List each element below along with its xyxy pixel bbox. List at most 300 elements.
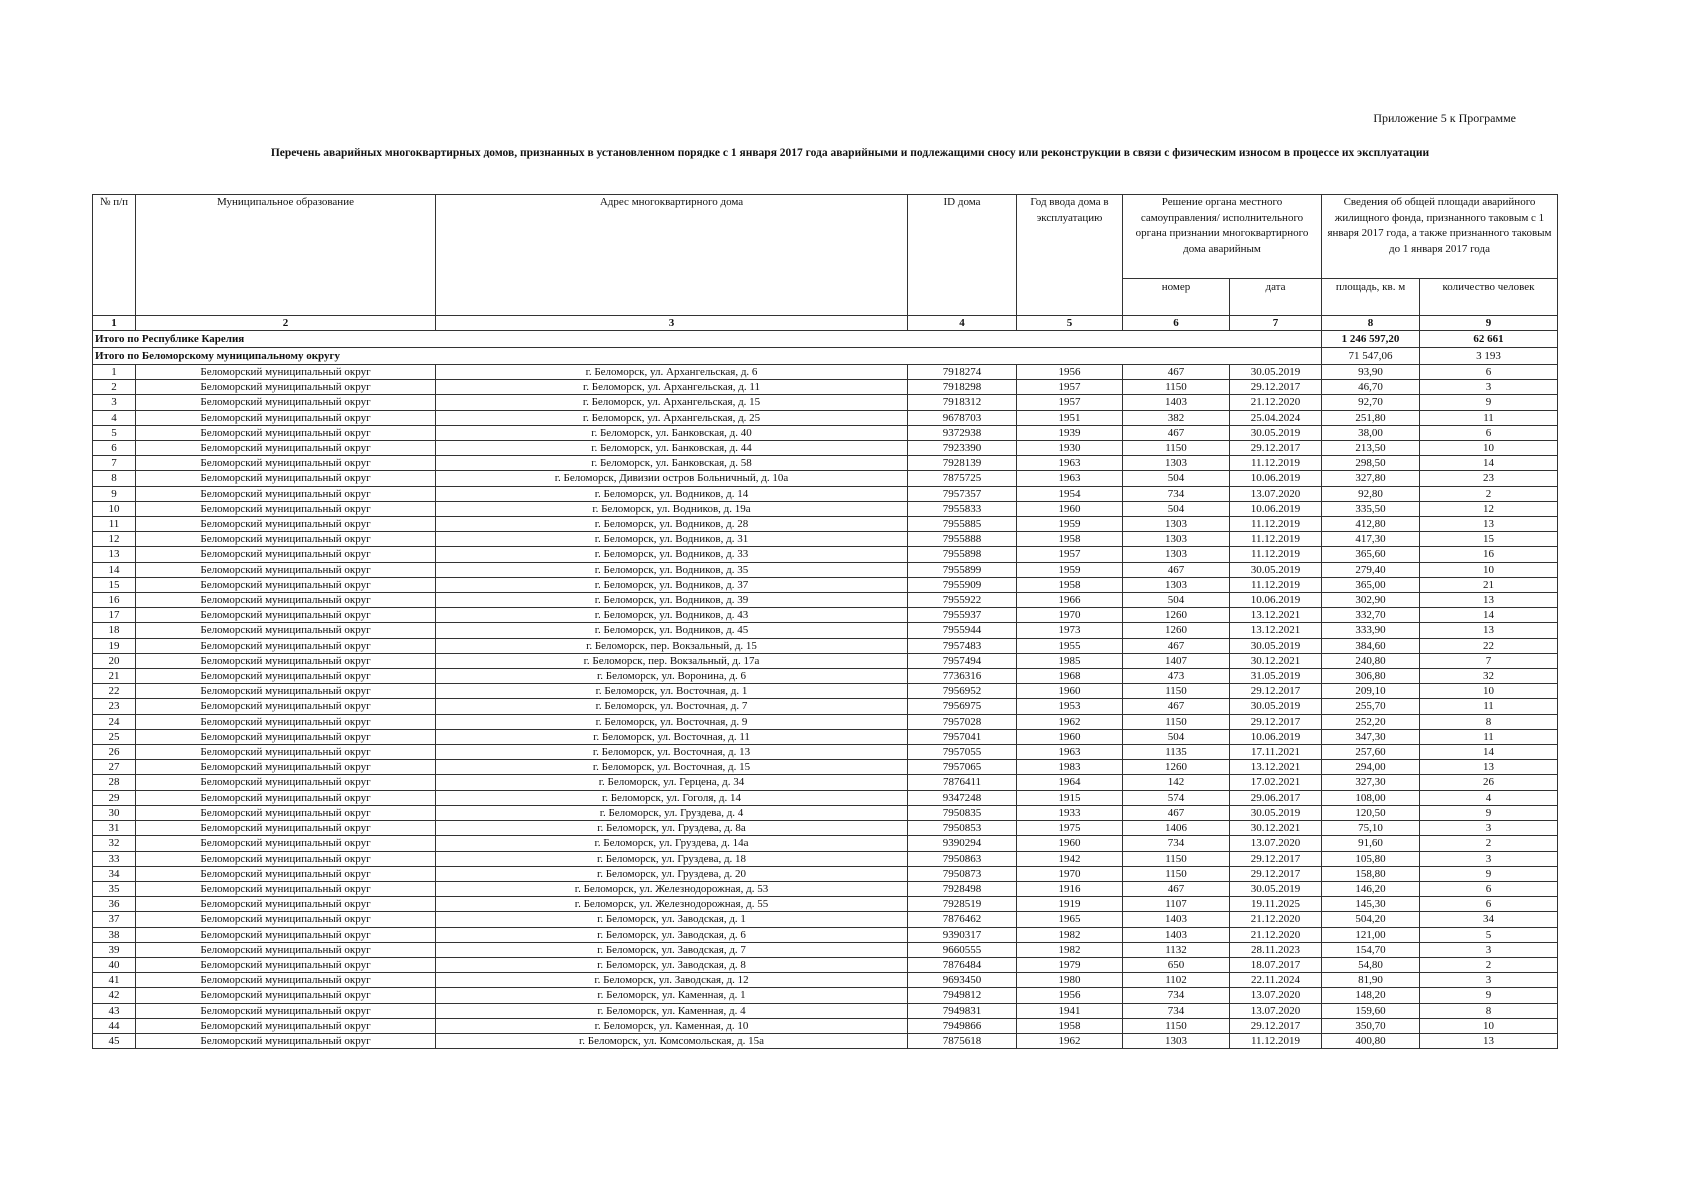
cell-municipality: Беломорский муниципальный округ [136,729,436,744]
cell-people: 10 [1420,1018,1558,1033]
cell-area: 306,80 [1322,669,1420,684]
cell-house-id: 7957028 [908,714,1017,729]
cell-municipality: Беломорский муниципальный округ [136,760,436,775]
cell-year: 1963 [1017,745,1123,760]
cell-municipality: Беломорский муниципальный округ [136,821,436,836]
table-row [93,836,1558,851]
cell-address: г. Беломорск, ул. Каменная, д. 4 [436,1003,908,1018]
cell-num: 41 [93,973,136,988]
table-row [93,684,1558,699]
cell-decision-number: 1135 [1123,745,1230,760]
cell-decision-number: 1303 [1123,577,1230,592]
cell-num: 40 [93,957,136,972]
cell-municipality: Беломорский муниципальный округ [136,866,436,881]
cell-area: 213,50 [1322,441,1420,456]
cell-year: 1958 [1017,1018,1123,1033]
cell-address: г. Беломорск, ул. Архангельская, д. 15 [436,395,908,410]
cell-year: 1960 [1017,836,1123,851]
cell-decision-number: 1406 [1123,821,1230,836]
cell-decision-number: 1102 [1123,973,1230,988]
cell-address: г. Беломорск, ул. Каменная, д. 10 [436,1018,908,1033]
cell-municipality: Беломорский муниципальный округ [136,957,436,972]
cell-decision-number: 504 [1123,501,1230,516]
cell-house-id: 7955944 [908,623,1017,638]
cell-num: 42 [93,988,136,1003]
cell-num: 21 [93,669,136,684]
cell-area: 384,60 [1322,638,1420,653]
cell-decision-date: 29.06.2017 [1230,790,1322,805]
cell-year: 1960 [1017,729,1123,744]
cell-area: 92,80 [1322,486,1420,501]
cell-num: 3 [93,395,136,410]
table-row [93,638,1558,653]
cell-year: 1919 [1017,897,1123,912]
cell-decision-number: 1150 [1123,866,1230,881]
cell-area: 46,70 [1322,380,1420,395]
header-dec-date: дата [1230,279,1322,316]
table-row [93,988,1558,1003]
table-row [93,562,1558,577]
table-row [93,425,1558,440]
cell-house-id: 7918312 [908,395,1017,410]
col-number: 3 [436,316,908,331]
cell-municipality: Беломорский муниципальный округ [136,988,436,1003]
cell-area: 148,20 [1322,988,1420,1003]
cell-num: 18 [93,623,136,638]
cell-decision-number: 467 [1123,638,1230,653]
cell-people: 13 [1420,760,1558,775]
table-row [93,957,1558,972]
cell-people: 6 [1420,881,1558,896]
cell-house-id: 7957041 [908,729,1017,744]
cell-year: 1956 [1017,365,1123,380]
cell-decision-number: 734 [1123,486,1230,501]
cell-num: 22 [93,684,136,699]
cell-year: 1982 [1017,927,1123,942]
cell-num: 29 [93,790,136,805]
table-row [93,866,1558,881]
cell-area: 504,20 [1322,912,1420,927]
cell-municipality: Беломорский муниципальный округ [136,699,436,714]
cell-num: 26 [93,745,136,760]
cell-num: 1 [93,365,136,380]
table-row [93,1018,1558,1033]
col-number: 2 [136,316,436,331]
cell-people: 13 [1420,1033,1558,1048]
cell-municipality: Беломорский муниципальный округ [136,517,436,532]
cell-year: 1959 [1017,517,1123,532]
cell-area: 332,70 [1322,608,1420,623]
cell-house-id: 7949812 [908,988,1017,1003]
cell-area: 54,80 [1322,957,1420,972]
table-row [93,1033,1558,1048]
cell-area: 350,70 [1322,1018,1420,1033]
cell-municipality: Беломорский муниципальный округ [136,1018,436,1033]
cell-municipality: Беломорский муниципальный округ [136,638,436,653]
cell-house-id: 7928498 [908,881,1017,896]
table-row [93,441,1558,456]
cell-num: 35 [93,881,136,896]
cell-municipality: Беломорский муниципальный округ [136,684,436,699]
table-row [93,851,1558,866]
cell-year: 1958 [1017,577,1123,592]
cell-decision-number: 467 [1123,562,1230,577]
cell-area: 252,20 [1322,714,1420,729]
cell-area: 81,90 [1322,973,1420,988]
cell-address: г. Беломорск, ул. Водников, д. 39 [436,593,908,608]
cell-year: 1953 [1017,699,1123,714]
cell-num: 31 [93,821,136,836]
cell-house-id: 9693450 [908,973,1017,988]
cell-area: 121,00 [1322,927,1420,942]
cell-house-id: 7955885 [908,517,1017,532]
cell-num: 9 [93,486,136,501]
table-row [93,486,1558,501]
cell-people: 14 [1420,745,1558,760]
cell-municipality: Беломорский муниципальный округ [136,653,436,668]
cell-decision-number: 734 [1123,988,1230,1003]
cell-decision-date: 11.12.2019 [1230,577,1322,592]
cell-decision-number: 1150 [1123,1018,1230,1033]
cell-house-id: 7957494 [908,653,1017,668]
cell-decision-number: 734 [1123,1003,1230,1018]
cell-area: 294,00 [1322,760,1420,775]
cell-decision-date: 30.05.2019 [1230,699,1322,714]
table-row [93,653,1558,668]
cell-people: 9 [1420,805,1558,820]
cell-year: 1957 [1017,547,1123,562]
table-row [93,897,1558,912]
cell-municipality: Беломорский муниципальный округ [136,562,436,577]
cell-people: 22 [1420,638,1558,653]
cell-year: 1941 [1017,1003,1123,1018]
cell-address: г. Беломорск, пер. Вокзальный, д. 15 [436,638,908,653]
cell-municipality: Беломорский муниципальный округ [136,380,436,395]
header-id: ID дома [908,195,1017,316]
cell-decision-number: 1150 [1123,684,1230,699]
cell-municipality: Беломорский муниципальный округ [136,608,436,623]
appendix-label: Приложение 5 к Программе [1373,111,1516,125]
cell-decision-date: 18.07.2017 [1230,957,1322,972]
cell-house-id: 7918274 [908,365,1017,380]
cell-house-id: 7918298 [908,380,1017,395]
cell-year: 1963 [1017,471,1123,486]
cell-municipality: Беломорский муниципальный округ [136,623,436,638]
cell-area: 327,80 [1322,471,1420,486]
total-okrug-people: 3 193 [1420,348,1558,365]
cell-decision-number: 382 [1123,410,1230,425]
cell-house-id: 7955833 [908,501,1017,516]
table-row [93,821,1558,836]
cell-municipality: Беломорский муниципальный округ [136,912,436,927]
cell-people: 2 [1420,836,1558,851]
cell-address: г. Беломорск, ул. Заводская, д. 7 [436,942,908,957]
cell-decision-date: 21.12.2020 [1230,912,1322,927]
cell-people: 14 [1420,456,1558,471]
table-row [93,973,1558,988]
cell-year: 1957 [1017,380,1123,395]
cell-decision-number: 574 [1123,790,1230,805]
total-okrug-area: 71 547,06 [1322,348,1420,365]
cell-address: г. Беломорск, ул. Водников, д. 43 [436,608,908,623]
cell-people: 21 [1420,577,1558,592]
table-row [93,790,1558,805]
cell-decision-date: 30.12.2021 [1230,653,1322,668]
table-row [93,608,1558,623]
cell-decision-number: 1403 [1123,927,1230,942]
cell-decision-date: 29.12.2017 [1230,441,1322,456]
cell-house-id: 9390294 [908,836,1017,851]
cell-municipality: Беломорский муниципальный округ [136,942,436,957]
cell-address: г. Беломорск, ул. Архангельская, д. 6 [436,365,908,380]
cell-people: 14 [1420,608,1558,623]
cell-decision-date: 30.05.2019 [1230,562,1322,577]
table-row [93,714,1558,729]
cell-area: 146,20 [1322,881,1420,896]
cell-num: 37 [93,912,136,927]
cell-year: 1964 [1017,775,1123,790]
cell-decision-date: 10.06.2019 [1230,501,1322,516]
cell-area: 159,60 [1322,1003,1420,1018]
cell-decision-date: 13.12.2021 [1230,760,1322,775]
cell-area: 209,10 [1322,684,1420,699]
col-number: 6 [1123,316,1230,331]
cell-year: 1979 [1017,957,1123,972]
cell-decision-number: 1150 [1123,380,1230,395]
cell-year: 1955 [1017,638,1123,653]
cell-decision-date: 11.12.2019 [1230,1033,1322,1048]
cell-people: 11 [1420,699,1558,714]
cell-address: г. Беломорск, ул. Водников, д. 19а [436,501,908,516]
cell-decision-date: 11.12.2019 [1230,547,1322,562]
cell-num: 5 [93,425,136,440]
cell-num: 2 [93,380,136,395]
cell-address: г. Беломорск, ул. Заводская, д. 8 [436,957,908,972]
cell-year: 1933 [1017,805,1123,820]
cell-municipality: Беломорский муниципальный округ [136,805,436,820]
cell-year: 1954 [1017,486,1123,501]
cell-address: г. Беломорск, ул. Заводская, д. 6 [436,927,908,942]
cell-address: г. Беломорск, ул. Восточная, д. 11 [436,729,908,744]
col-number: 8 [1322,316,1420,331]
table-row [93,729,1558,744]
cell-area: 38,00 [1322,425,1420,440]
cell-municipality: Беломорский муниципальный округ [136,532,436,547]
cell-address: г. Беломорск, ул. Груздева, д. 18 [436,851,908,866]
cell-decision-date: 29.12.2017 [1230,851,1322,866]
cell-decision-date: 11.12.2019 [1230,517,1322,532]
cell-area: 333,90 [1322,623,1420,638]
cell-municipality: Беломорский муниципальный округ [136,410,436,425]
cell-municipality: Беломорский муниципальный округ [136,1033,436,1048]
cell-num: 13 [93,547,136,562]
cell-people: 26 [1420,775,1558,790]
table-row [93,942,1558,957]
cell-year: 1963 [1017,456,1123,471]
cell-house-id: 7923390 [908,441,1017,456]
cell-decision-number: 467 [1123,699,1230,714]
table-row [93,517,1558,532]
total-republic-area: 1 246 597,20 [1322,331,1420,348]
cell-people: 11 [1420,410,1558,425]
table-row [93,623,1558,638]
cell-decision-date: 17.02.2021 [1230,775,1322,790]
table-row [93,547,1558,562]
cell-house-id: 7876462 [908,912,1017,927]
cell-house-id: 7955888 [908,532,1017,547]
cell-people: 9 [1420,988,1558,1003]
cell-decision-date: 10.06.2019 [1230,593,1322,608]
cell-num: 15 [93,577,136,592]
table-row [93,912,1558,927]
cell-decision-number: 1303 [1123,1033,1230,1048]
cell-people: 8 [1420,714,1558,729]
cell-address: г. Беломорск, ул. Комсомольская, д. 15а [436,1033,908,1048]
cell-num: 7 [93,456,136,471]
cell-house-id: 7955898 [908,547,1017,562]
cell-address: г. Беломорск, ул. Водников, д. 14 [436,486,908,501]
cell-house-id: 7950835 [908,805,1017,820]
table-row [93,699,1558,714]
header-dec-number: номер [1123,279,1230,316]
cell-house-id: 7957357 [908,486,1017,501]
cell-decision-date: 10.06.2019 [1230,471,1322,486]
cell-year: 1980 [1017,973,1123,988]
cell-house-id: 7949866 [908,1018,1017,1033]
cell-people: 3 [1420,380,1558,395]
cell-decision-date: 25.04.2024 [1230,410,1322,425]
cell-municipality: Беломорский муниципальный округ [136,927,436,942]
cell-house-id: 7956952 [908,684,1017,699]
col-number: 9 [1420,316,1558,331]
cell-decision-number: 142 [1123,775,1230,790]
cell-decision-date: 11.12.2019 [1230,456,1322,471]
cell-house-id: 9678703 [908,410,1017,425]
table-row [93,760,1558,775]
cell-year: 1968 [1017,669,1123,684]
cell-people: 6 [1420,365,1558,380]
cell-address: г. Беломорск, ул. Водников, д. 35 [436,562,908,577]
cell-people: 32 [1420,669,1558,684]
table-row [93,593,1558,608]
cell-year: 1962 [1017,1033,1123,1048]
cell-decision-number: 1403 [1123,395,1230,410]
header-area: площадь, кв. м [1322,279,1420,316]
cell-year: 1958 [1017,532,1123,547]
cell-municipality: Беломорский муниципальный округ [136,395,436,410]
cell-house-id: 7875618 [908,1033,1017,1048]
cell-num: 30 [93,805,136,820]
table-row [93,775,1558,790]
cell-num: 12 [93,532,136,547]
cell-year: 1970 [1017,866,1123,881]
cell-house-id: 7928139 [908,456,1017,471]
cell-year: 1960 [1017,684,1123,699]
cell-address: г. Беломорск, ул. Железнодорожная, д. 55 [436,897,908,912]
cell-year: 1957 [1017,395,1123,410]
col-number: 5 [1017,316,1123,331]
cell-num: 8 [93,471,136,486]
table-row [93,532,1558,547]
cell-year: 1982 [1017,942,1123,957]
cell-house-id: 7955909 [908,577,1017,592]
cell-municipality: Беломорский муниципальный округ [136,577,436,592]
cell-decision-date: 28.11.2023 [1230,942,1322,957]
cell-num: 23 [93,699,136,714]
cell-num: 11 [93,517,136,532]
cell-municipality: Беломорский муниципальный округ [136,456,436,471]
cell-decision-number: 467 [1123,805,1230,820]
cell-num: 43 [93,1003,136,1018]
cell-year: 1960 [1017,501,1123,516]
cell-house-id: 7957483 [908,638,1017,653]
cell-people: 13 [1420,623,1558,638]
cell-house-id: 7955937 [908,608,1017,623]
cell-area: 335,50 [1322,501,1420,516]
cell-address: г. Беломорск, ул. Водников, д. 33 [436,547,908,562]
cell-decision-date: 30.05.2019 [1230,425,1322,440]
cell-address: г. Беломорск, ул. Банковская, д. 58 [436,456,908,471]
cell-address: г. Беломорск, ул. Груздева, д. 14а [436,836,908,851]
cell-address: г. Беломорск, ул. Воронина, д. 6 [436,669,908,684]
header-info: Сведения об общей площади аварийного жилищного фонда, признанного таковым с 1 января 2017 года, а также признанного таковым до 1 января 2017 года [1322,195,1558,279]
cell-decision-number: 467 [1123,425,1230,440]
cell-address: г. Беломорск, ул. Восточная, д. 13 [436,745,908,760]
cell-people: 13 [1420,593,1558,608]
cell-year: 1973 [1017,623,1123,638]
cell-year: 1985 [1017,653,1123,668]
cell-municipality: Беломорский муниципальный округ [136,881,436,896]
cell-decision-number: 473 [1123,669,1230,684]
cell-people: 13 [1420,517,1558,532]
cell-area: 92,70 [1322,395,1420,410]
cell-decision-date: 30.12.2021 [1230,821,1322,836]
cell-decision-date: 17.11.2021 [1230,745,1322,760]
cell-people: 3 [1420,973,1558,988]
cell-address: г. Беломорск, ул. Груздева, д. 8а [436,821,908,836]
cell-address: г. Беломорск, ул. Заводская, д. 12 [436,973,908,988]
cell-address: г. Беломорск, ул. Банковская, д. 44 [436,441,908,456]
cell-decision-date: 13.12.2021 [1230,608,1322,623]
cell-people: 9 [1420,866,1558,881]
cell-decision-date: 10.06.2019 [1230,729,1322,744]
cell-house-id: 7736316 [908,669,1017,684]
total-okrug-row [93,348,1558,365]
cell-decision-date: 29.12.2017 [1230,1018,1322,1033]
cell-people: 9 [1420,395,1558,410]
cell-address: г. Беломорск, Дивизии остров Больничный, д. 10а [436,471,908,486]
cell-area: 75,10 [1322,821,1420,836]
cell-municipality: Беломорский муниципальный округ [136,486,436,501]
cell-decision-date: 31.05.2019 [1230,669,1322,684]
cell-area: 298,50 [1322,456,1420,471]
cell-area: 417,30 [1322,532,1420,547]
cell-area: 327,30 [1322,775,1420,790]
cell-num: 19 [93,638,136,653]
cell-address: г. Беломорск, ул. Груздева, д. 20 [436,866,908,881]
cell-municipality: Беломорский муниципальный округ [136,714,436,729]
cell-year: 1939 [1017,425,1123,440]
col-number: 1 [93,316,136,331]
cell-area: 302,90 [1322,593,1420,608]
cell-decision-number: 1150 [1123,714,1230,729]
cell-decision-number: 1260 [1123,623,1230,638]
cell-decision-date: 30.05.2019 [1230,365,1322,380]
cell-year: 1930 [1017,441,1123,456]
cell-decision-date: 30.05.2019 [1230,638,1322,653]
cell-decision-number: 504 [1123,729,1230,744]
table-row [93,805,1558,820]
